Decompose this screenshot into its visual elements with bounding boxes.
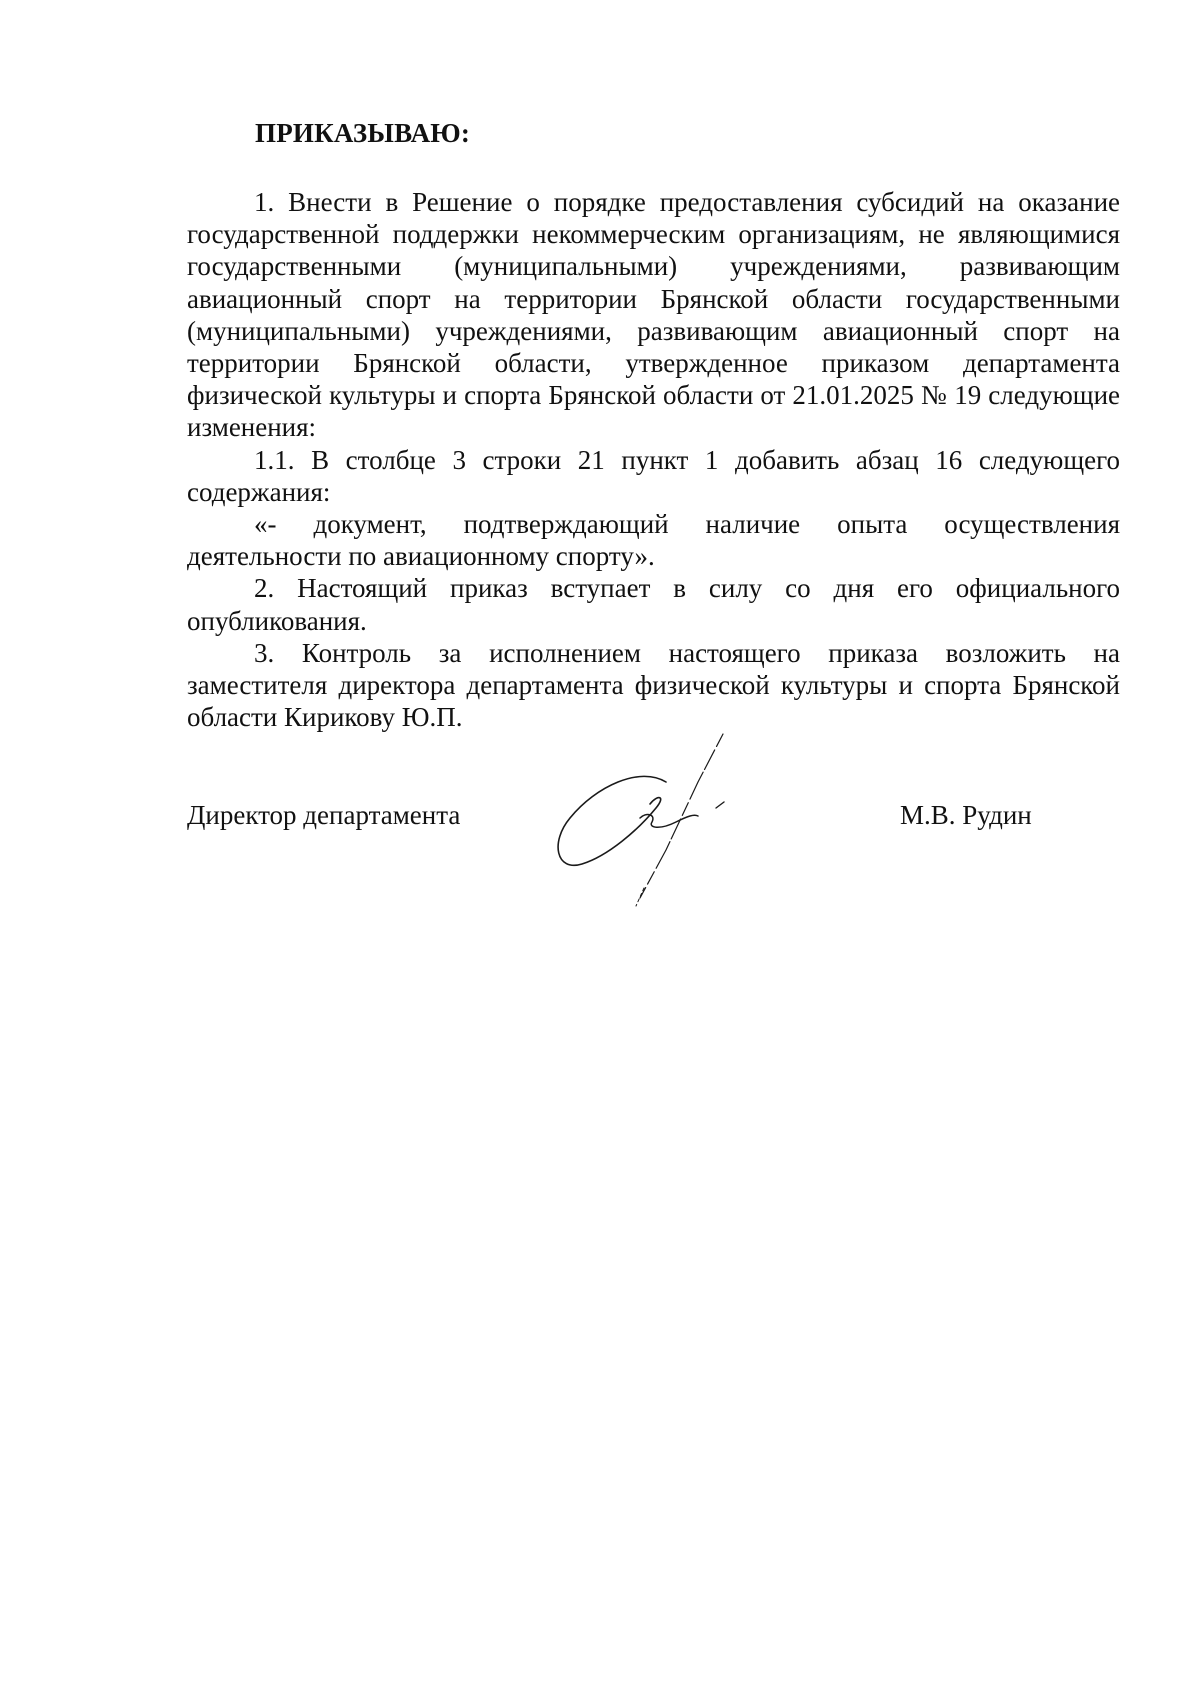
paragraph-item-1-1: 1.1. В столбце 3 строки 21 пункт 1 добавить абзац 16 следующего содержания: bbox=[187, 444, 1120, 507]
paragraph-quote: «- документ, подтверждающий наличие опыта осуществления деятельности по авиационному спорту». bbox=[187, 509, 1120, 572]
order-heading: ПРИКАЗЫВАЮ: bbox=[255, 118, 471, 148]
order-body bbox=[187, 186, 1120, 733]
paragraph-item-3: 3. Контроль за исполнением настоящего приказа возложить на заместителя директора департамента физической культуры и спорта Брянской области Кирикову Ю.П. bbox=[187, 637, 1120, 733]
signatory-name: М.В. Рудин bbox=[900, 800, 1032, 830]
paragraph-item-1: 1. Внести в Решение о порядке предоставления субсидий на оказание государственной поддержки некоммерческим организациям, не являющимися государственными (муниципальными) учреждениями, развивающим авиационный спорт на территории Брянской области государственными (муниципальными) учреждениями, развивающим авиационный спорт на территории Брянской области, утвержденное приказом департамента физической культуры и спорта Брянской области от 21.01.2025 № 19 следующие изменения: bbox=[187, 187, 1120, 443]
handwritten-signature bbox=[548, 730, 768, 910]
paragraph-item-2: 2. Настоящий приказ вступает в силу со дня его официального опубликования. bbox=[187, 573, 1120, 636]
signatory-title: Директор департамента bbox=[187, 800, 461, 830]
